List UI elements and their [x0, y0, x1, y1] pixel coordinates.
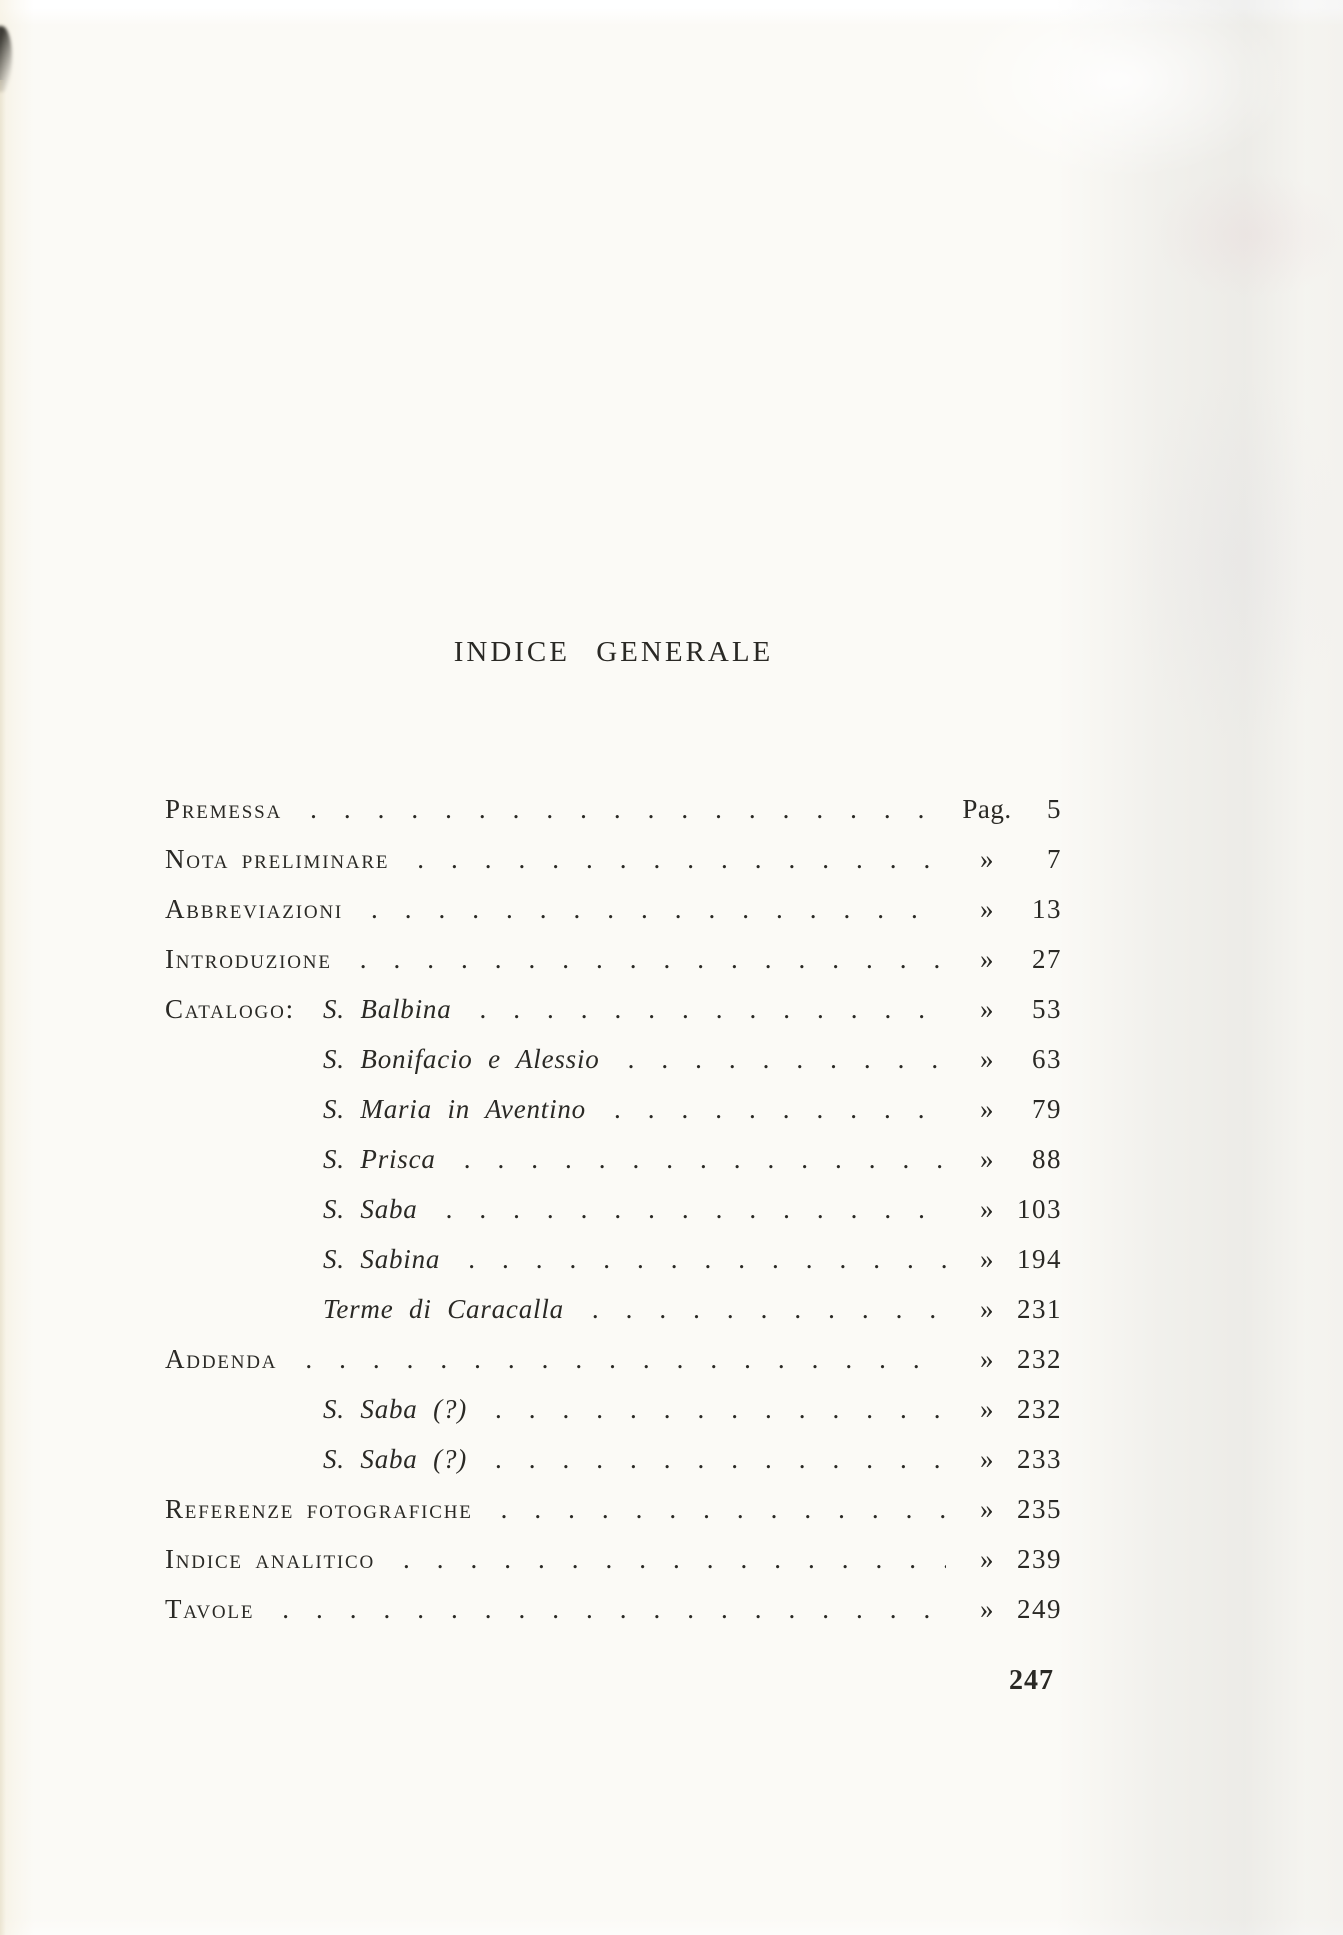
toc-entry [165, 1142, 1062, 1176]
toc-entry-title: S. Prisca [323, 1144, 436, 1174]
page-column-marker: » [980, 1594, 994, 1624]
dot-leader [495, 1392, 946, 1426]
toc-entry-page-number: 235 [1017, 1494, 1062, 1524]
dot-leader [310, 792, 946, 826]
toc-entry-label [323, 1042, 600, 1076]
page-column-marker: » [980, 1094, 994, 1124]
toc-entry-ref [958, 1242, 1062, 1276]
toc-entry-heading: Catalogo: [165, 994, 295, 1024]
toc-entry-page-number: 63 [1032, 1044, 1062, 1074]
toc-entry-title: S. Saba [323, 1194, 418, 1224]
toc-entry-label [323, 1092, 586, 1126]
dot-leader [501, 1492, 946, 1526]
dot-leader [468, 1242, 946, 1276]
toc-entry-title: Terme di Caracalla [323, 1294, 564, 1324]
toc-entry [165, 842, 1062, 876]
toc-entry-label [165, 1342, 277, 1376]
page-column-marker: » [980, 1294, 994, 1324]
page-column-marker: » [980, 1194, 994, 1224]
page-column-marker: » [980, 1544, 994, 1574]
toc-entry-page-number: 13 [1032, 894, 1062, 924]
toc-entry-ref [958, 842, 1062, 876]
toc-entry [165, 1092, 1062, 1126]
toc-entry-ref [958, 1442, 1062, 1476]
dot-leader [360, 942, 946, 976]
toc-entry [165, 1042, 1062, 1076]
toc-entry [165, 992, 1062, 1026]
toc-entry-label [323, 1442, 467, 1476]
toc-entry-page-number: 249 [1017, 1594, 1062, 1624]
toc-entry [165, 1192, 1062, 1226]
toc-entry-ref [958, 992, 1062, 1026]
toc-entry-heading: Indice analitico [165, 1544, 376, 1574]
toc-entry-label [165, 892, 343, 926]
page-number: 247 [1009, 1665, 1054, 1696]
toc-entry-page-number: 5 [1047, 794, 1062, 824]
toc-entry-title: S. Saba (?) [323, 1394, 468, 1424]
toc-entry-heading: Introduzione [165, 944, 332, 974]
toc-entry-ref [958, 1342, 1062, 1376]
toc-entry-label [165, 1592, 254, 1626]
toc-entry-title: S. Maria in Aventino [323, 1094, 586, 1124]
toc-entry-heading: Referenze fotografiche [165, 1494, 473, 1524]
dot-leader [371, 892, 946, 926]
dot-leader [446, 1192, 946, 1226]
toc-entry-label [165, 992, 452, 1026]
page-column-marker: » [980, 1144, 994, 1174]
toc-entry-ref [958, 1042, 1062, 1076]
page-column-marker: » [980, 1344, 994, 1374]
toc-entry-page-number: 232 [1017, 1344, 1062, 1374]
toc-entry [165, 792, 1062, 826]
toc-entry-ref [958, 1542, 1062, 1576]
toc-entry-ref [958, 942, 1062, 976]
toc-entry-label [165, 942, 332, 976]
toc-entry-label [165, 792, 282, 826]
toc-entry [165, 1442, 1062, 1476]
dot-leader [305, 1342, 946, 1376]
toc-entry-page-number: 79 [1032, 1094, 1062, 1124]
toc-entry-ref [958, 1392, 1062, 1426]
page-column-marker: » [980, 1394, 994, 1424]
toc-entry [165, 1242, 1062, 1276]
toc-entry-page-number: 194 [1017, 1244, 1062, 1274]
toc-entry-heading: Abbreviazioni [165, 894, 343, 924]
toc-entry-title: S. Balbina [323, 994, 452, 1024]
toc-entry [165, 1392, 1062, 1426]
dot-leader [403, 1542, 946, 1576]
toc-entry-label [323, 1242, 440, 1276]
toc-entry-title: S. Sabina [323, 1244, 441, 1274]
dot-leader [282, 1592, 946, 1626]
toc-entry-ref [958, 1142, 1062, 1176]
dot-leader [628, 1042, 946, 1076]
toc-entry-label [323, 1192, 418, 1226]
page-column-marker: » [980, 1494, 994, 1524]
toc-entry-heading: Tavole [165, 1594, 255, 1624]
page-column-marker: » [980, 1044, 994, 1074]
toc-entry-title: S. Bonifacio e Alessio [323, 1044, 600, 1074]
toc-entry-ref [958, 892, 1062, 926]
toc-list [165, 792, 1062, 1642]
toc-entry-ref [958, 1292, 1062, 1326]
page-column-marker: » [980, 944, 994, 974]
toc-entry [165, 942, 1062, 976]
toc-entry [165, 1342, 1062, 1376]
page-edge-shade [0, 80, 6, 1935]
dot-leader [495, 1442, 946, 1476]
toc-entry-ref [958, 1092, 1062, 1126]
toc-entry-label [323, 1142, 436, 1176]
page-column-marker: Pag. [962, 794, 1012, 824]
toc-entry-label [165, 1542, 375, 1576]
toc-entry-page-number: 103 [1017, 1194, 1062, 1224]
dot-leader [464, 1142, 946, 1176]
page-column-marker: » [980, 1244, 994, 1274]
toc-entry-page-number: 233 [1017, 1444, 1062, 1474]
page-column-marker: » [980, 844, 994, 874]
page-title: INDICE GENERALE [453, 636, 774, 668]
toc-entry [165, 1592, 1062, 1626]
toc-entry [165, 1292, 1062, 1326]
toc-entry-ref [958, 792, 1062, 826]
page-column-marker: » [980, 894, 994, 924]
toc-entry-page-number: 239 [1017, 1544, 1062, 1574]
page-column-marker: » [980, 1444, 994, 1474]
toc-entry-page-number: 232 [1017, 1394, 1062, 1424]
dot-leader [480, 992, 947, 1026]
toc-entry-ref [958, 1492, 1062, 1526]
page-column-marker: » [980, 994, 994, 1024]
toc-entry-label [165, 842, 389, 876]
toc-entry-ref [958, 1192, 1062, 1226]
toc-entry-ref [958, 1592, 1062, 1626]
dot-leader [417, 842, 946, 876]
toc-entry-label [323, 1392, 467, 1426]
toc-entry-label [323, 1292, 564, 1326]
toc-entry-title: S. Saba (?) [323, 1444, 468, 1474]
toc-entry-page-number: 53 [1032, 994, 1062, 1024]
toc-entry-page-number: 27 [1032, 944, 1062, 974]
toc-entry [165, 1542, 1062, 1576]
toc-entry [165, 892, 1062, 926]
dot-leader [614, 1092, 946, 1126]
toc-entry-label [165, 1492, 473, 1526]
toc-entry-page-number: 7 [1047, 844, 1062, 874]
toc-entry-heading: Nota preliminare [165, 844, 390, 874]
toc-entry-page-number: 231 [1017, 1294, 1062, 1324]
toc-entry [165, 1492, 1062, 1526]
toc-entry-page-number: 88 [1032, 1144, 1062, 1174]
dot-leader [592, 1292, 946, 1326]
toc-entry-heading: Premessa [165, 794, 283, 824]
toc-entry-heading: Addenda [165, 1344, 278, 1374]
